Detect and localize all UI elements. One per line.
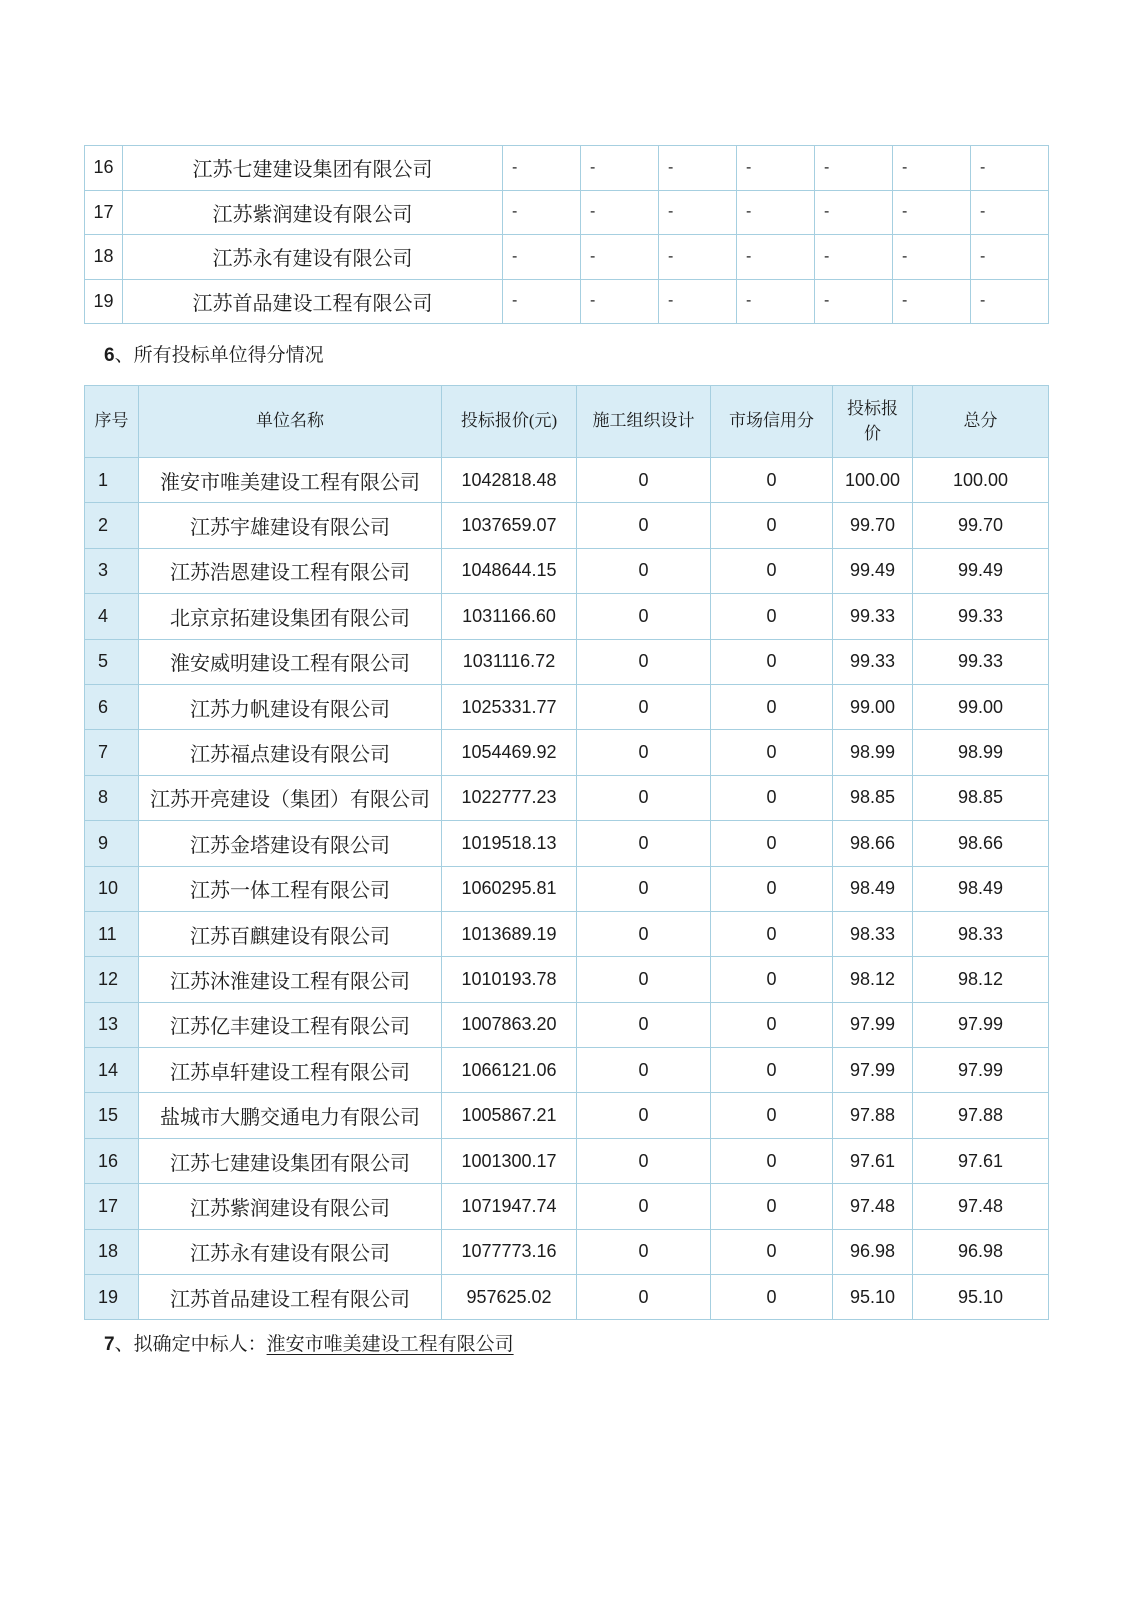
org-design-score-cell: 0 — [577, 639, 711, 684]
org-design-score-cell: 0 — [577, 866, 711, 911]
winner-name: 淮安市唯美建设工程有限公司 — [266, 1334, 514, 1355]
row-number-cell: 15 — [85, 1093, 139, 1138]
row-number-cell: 4 — [85, 594, 139, 639]
row-number-cell: 7 — [85, 730, 139, 775]
company-name-cell: 淮安市唯美建设工程有限公司 — [139, 458, 442, 503]
total-score-cell: 100.00 — [913, 458, 1049, 503]
company-name-cell: 江苏首品建设工程有限公司 — [123, 279, 503, 324]
table-row — [85, 911, 1049, 956]
row-number-cell: 18 — [85, 235, 123, 280]
bid-price-cell: 1025331.77 — [442, 684, 577, 729]
bid-score-cell: 98.49 — [833, 866, 913, 911]
row-number-cell: 19 — [85, 279, 123, 324]
row-number-cell: 3 — [85, 548, 139, 593]
company-name-cell: 江苏紫润建设有限公司 — [139, 1184, 442, 1229]
credit-score-cell: 0 — [711, 548, 833, 593]
credit-score-cell: 0 — [711, 866, 833, 911]
empty-value-cell: - — [503, 279, 581, 324]
total-score-cell: 97.99 — [913, 1048, 1049, 1093]
empty-value-cell: - — [815, 146, 893, 191]
row-number-cell: 2 — [85, 503, 139, 548]
table-row — [85, 639, 1049, 684]
company-name-cell: 江苏永有建设有限公司 — [139, 1229, 442, 1274]
credit-score-cell: 0 — [711, 775, 833, 820]
org-design-score-cell: 0 — [577, 821, 711, 866]
row-number-cell: 10 — [85, 866, 139, 911]
org-design-score-cell: 0 — [577, 458, 711, 503]
section-number: 6 — [104, 345, 115, 366]
total-score-cell: 98.12 — [913, 957, 1049, 1002]
column-header — [442, 386, 577, 458]
org-design-score-cell: 0 — [577, 1138, 711, 1183]
total-score-cell: 99.00 — [913, 684, 1049, 729]
company-name-cell: 江苏金塔建设有限公司 — [139, 821, 442, 866]
company-name-cell: 江苏沐淮建设工程有限公司 — [139, 957, 442, 1002]
row-number-cell: 16 — [85, 146, 123, 191]
company-name-cell: 江苏首品建设工程有限公司 — [139, 1275, 442, 1320]
bid-price-cell: 1005867.21 — [442, 1093, 577, 1138]
org-design-score-cell: 0 — [577, 1229, 711, 1274]
row-number-cell: 17 — [85, 1184, 139, 1229]
bid-score-cell: 97.48 — [833, 1184, 913, 1229]
credit-score-cell: 0 — [711, 639, 833, 684]
table-row — [85, 458, 1049, 503]
company-name-cell: 盐城市大鹏交通电力有限公司 — [139, 1093, 442, 1138]
org-design-score-cell: 0 — [577, 730, 711, 775]
bid-price-cell: 1031166.60 — [442, 594, 577, 639]
table-row — [85, 730, 1049, 775]
bid-score-cell: 98.66 — [833, 821, 913, 866]
bid-score-cell: 99.33 — [833, 594, 913, 639]
credit-score-cell: 0 — [711, 594, 833, 639]
total-score-cell: 99.70 — [913, 503, 1049, 548]
credit-score-cell: 0 — [711, 1093, 833, 1138]
bid-score-cell: 99.33 — [833, 639, 913, 684]
company-name-cell: 江苏浩恩建设工程有限公司 — [139, 548, 442, 593]
empty-value-cell: - — [581, 279, 659, 324]
total-score-cell: 98.49 — [913, 866, 1049, 911]
bid-score-cell: 97.61 — [833, 1138, 913, 1183]
column-header — [913, 386, 1049, 458]
empty-value-cell: - — [503, 190, 581, 235]
company-name-cell: 江苏宇雄建设有限公司 — [139, 503, 442, 548]
table-row — [85, 279, 1049, 324]
table-row — [85, 1048, 1049, 1093]
table-row — [85, 684, 1049, 729]
table-row — [85, 503, 1049, 548]
empty-value-cell: - — [737, 279, 815, 324]
credit-score-cell: 0 — [711, 684, 833, 729]
org-design-score-cell: 0 — [577, 957, 711, 1002]
bid-price-cell: 1071947.74 — [442, 1184, 577, 1229]
bid-score-cell: 96.98 — [833, 1229, 913, 1274]
bid-score-cell: 98.33 — [833, 911, 913, 956]
org-design-score-cell: 0 — [577, 911, 711, 956]
org-design-score-cell: 0 — [577, 594, 711, 639]
credit-score-cell: 0 — [711, 1002, 833, 1047]
credit-score-cell: 0 — [711, 1184, 833, 1229]
section-number: 7 — [104, 1334, 115, 1355]
empty-value-cell: - — [971, 146, 1049, 191]
bid-price-cell: 1019518.13 — [442, 821, 577, 866]
org-design-score-cell: 0 — [577, 684, 711, 729]
total-score-cell: 99.49 — [913, 548, 1049, 593]
column-header-label: 总分 — [963, 411, 998, 431]
total-score-cell: 98.99 — [913, 730, 1049, 775]
credit-score-cell: 0 — [711, 1229, 833, 1274]
column-header — [85, 386, 139, 458]
empty-value-cell: - — [971, 190, 1049, 235]
total-score-cell: 99.33 — [913, 594, 1049, 639]
column-header — [711, 386, 833, 458]
table-row — [85, 190, 1049, 235]
bid-price-cell: 1077773.16 — [442, 1229, 577, 1274]
row-number-cell: 19 — [85, 1275, 139, 1320]
bid-score-cell: 98.85 — [833, 775, 913, 820]
table-row — [85, 146, 1049, 191]
company-name-cell: 江苏七建建设集团有限公司 — [139, 1138, 442, 1183]
bid-score-cell: 98.99 — [833, 730, 913, 775]
bid-score-cell: 100.00 — [833, 458, 913, 503]
column-header-label: 投标报价 — [847, 398, 898, 443]
company-name-cell: 江苏开亮建设（集团）有限公司 — [139, 775, 442, 820]
company-name-cell: 江苏七建建设集团有限公司 — [123, 146, 503, 191]
column-header-label: 投标报价(元) — [460, 411, 558, 431]
bid-score-cell: 99.49 — [833, 548, 913, 593]
total-score-cell: 96.98 — [913, 1229, 1049, 1274]
column-header — [833, 386, 913, 458]
score-table-header — [85, 386, 1049, 458]
table-row — [85, 775, 1049, 820]
total-score-cell: 95.10 — [913, 1275, 1049, 1320]
bid-price-cell: 1042818.48 — [442, 458, 577, 503]
credit-score-cell: 0 — [711, 730, 833, 775]
empty-value-cell: - — [893, 146, 971, 191]
company-name-cell: 江苏紫润建设有限公司 — [123, 190, 503, 235]
row-number-cell: 6 — [85, 684, 139, 729]
upper-table-body — [85, 146, 1049, 324]
table-row — [85, 1229, 1049, 1274]
row-number-cell: 16 — [85, 1138, 139, 1183]
empty-value-cell: - — [737, 146, 815, 191]
company-name-cell: 江苏福点建设有限公司 — [139, 730, 442, 775]
bid-score-cell: 97.88 — [833, 1093, 913, 1138]
bid-score-cell: 97.99 — [833, 1002, 913, 1047]
bid-price-cell: 1048644.15 — [442, 548, 577, 593]
table-row — [85, 957, 1049, 1002]
total-score-cell: 98.66 — [913, 821, 1049, 866]
empty-value-cell: - — [893, 235, 971, 280]
bid-price-cell: 1001300.17 — [442, 1138, 577, 1183]
credit-score-cell: 0 — [711, 957, 833, 1002]
bid-price-cell: 1066121.06 — [442, 1048, 577, 1093]
empty-value-cell: - — [503, 235, 581, 280]
empty-value-cell: - — [737, 235, 815, 280]
table-row — [85, 821, 1049, 866]
empty-value-cell: - — [893, 279, 971, 324]
table-row — [85, 1002, 1049, 1047]
company-name-cell: 江苏力帆建设有限公司 — [139, 684, 442, 729]
bid-price-cell: 1022777.23 — [442, 775, 577, 820]
table-row — [85, 1184, 1049, 1229]
credit-score-cell: 0 — [711, 1048, 833, 1093]
org-design-score-cell: 0 — [577, 1184, 711, 1229]
company-name-cell: 江苏永有建设有限公司 — [123, 235, 503, 280]
section-6-heading — [104, 340, 324, 367]
score-table-body — [85, 458, 1049, 1320]
bid-price-cell: 1060295.81 — [442, 866, 577, 911]
empty-value-cell: - — [659, 279, 737, 324]
bid-price-cell: 1007863.20 — [442, 1002, 577, 1047]
table-row — [85, 1093, 1049, 1138]
table-row — [85, 594, 1049, 639]
bid-score-cell: 95.10 — [833, 1275, 913, 1320]
empty-value-cell: - — [815, 190, 893, 235]
previous-scores-table — [84, 145, 1049, 324]
org-design-score-cell: 0 — [577, 1002, 711, 1047]
section-title: 、所有投标单位得分情况 — [114, 345, 324, 366]
section-7-heading — [104, 1329, 514, 1356]
empty-value-cell: - — [581, 235, 659, 280]
org-design-score-cell: 0 — [577, 1048, 711, 1093]
company-name-cell: 江苏百麒建设有限公司 — [139, 911, 442, 956]
credit-score-cell: 0 — [711, 458, 833, 503]
total-score-cell: 98.33 — [913, 911, 1049, 956]
company-name-cell: 淮安威明建设工程有限公司 — [139, 639, 442, 684]
total-score-cell: 99.33 — [913, 639, 1049, 684]
company-name-cell: 江苏亿丰建设工程有限公司 — [139, 1002, 442, 1047]
column-header-label: 序号 — [94, 411, 129, 431]
total-score-cell: 97.99 — [913, 1002, 1049, 1047]
row-number-cell: 1 — [85, 458, 139, 503]
bid-score-cell: 98.12 — [833, 957, 913, 1002]
org-design-score-cell: 0 — [577, 548, 711, 593]
bid-score-cell: 99.70 — [833, 503, 913, 548]
bid-price-cell: 1031116.72 — [442, 639, 577, 684]
column-header — [139, 386, 442, 458]
table-row — [85, 1138, 1049, 1183]
row-number-cell: 8 — [85, 775, 139, 820]
empty-value-cell: - — [737, 190, 815, 235]
score-table — [84, 385, 1049, 1320]
credit-score-cell: 0 — [711, 911, 833, 956]
empty-value-cell: - — [971, 235, 1049, 280]
credit-score-cell: 0 — [711, 503, 833, 548]
column-header-label: 市场信用分 — [729, 411, 814, 431]
company-name-cell: 江苏卓轩建设工程有限公司 — [139, 1048, 442, 1093]
column-header-label: 单位名称 — [256, 411, 324, 431]
bid-price-cell: 1010193.78 — [442, 957, 577, 1002]
table-row — [85, 1275, 1049, 1320]
credit-score-cell: 0 — [711, 821, 833, 866]
credit-score-cell: 0 — [711, 1138, 833, 1183]
org-design-score-cell: 0 — [577, 1275, 711, 1320]
bid-price-cell: 1054469.92 — [442, 730, 577, 775]
bid-price-cell: 1013689.19 — [442, 911, 577, 956]
section-label: 、拟确定中标人： — [114, 1334, 267, 1355]
empty-value-cell: - — [659, 146, 737, 191]
empty-value-cell: - — [581, 190, 659, 235]
column-header — [577, 386, 711, 458]
empty-value-cell: - — [659, 235, 737, 280]
total-score-cell: 97.48 — [913, 1184, 1049, 1229]
empty-value-cell: - — [659, 190, 737, 235]
org-design-score-cell: 0 — [577, 503, 711, 548]
bid-price-cell: 1037659.07 — [442, 503, 577, 548]
row-number-cell: 5 — [85, 639, 139, 684]
empty-value-cell: - — [815, 279, 893, 324]
empty-value-cell: - — [581, 146, 659, 191]
credit-score-cell: 0 — [711, 1275, 833, 1320]
empty-value-cell: - — [503, 146, 581, 191]
table-row — [85, 548, 1049, 593]
row-number-cell: 9 — [85, 821, 139, 866]
table-row — [85, 866, 1049, 911]
row-number-cell: 14 — [85, 1048, 139, 1093]
total-score-cell: 97.88 — [913, 1093, 1049, 1138]
bid-score-cell: 97.99 — [833, 1048, 913, 1093]
row-number-cell: 17 — [85, 190, 123, 235]
total-score-cell: 98.85 — [913, 775, 1049, 820]
org-design-score-cell: 0 — [577, 1093, 711, 1138]
empty-value-cell: - — [815, 235, 893, 280]
company-name-cell: 北京京拓建设集团有限公司 — [139, 594, 442, 639]
total-score-cell: 97.61 — [913, 1138, 1049, 1183]
header-row — [85, 386, 1049, 458]
org-design-score-cell: 0 — [577, 775, 711, 820]
row-number-cell: 13 — [85, 1002, 139, 1047]
empty-value-cell: - — [971, 279, 1049, 324]
row-number-cell: 11 — [85, 911, 139, 956]
column-header-label: 施工组织设计 — [592, 411, 695, 431]
table-row — [85, 235, 1049, 280]
empty-value-cell: - — [893, 190, 971, 235]
row-number-cell: 18 — [85, 1229, 139, 1274]
bid-price-cell: 957625.02 — [442, 1275, 577, 1320]
row-number-cell: 12 — [85, 957, 139, 1002]
bid-score-cell: 99.00 — [833, 684, 913, 729]
company-name-cell: 江苏一体工程有限公司 — [139, 866, 442, 911]
